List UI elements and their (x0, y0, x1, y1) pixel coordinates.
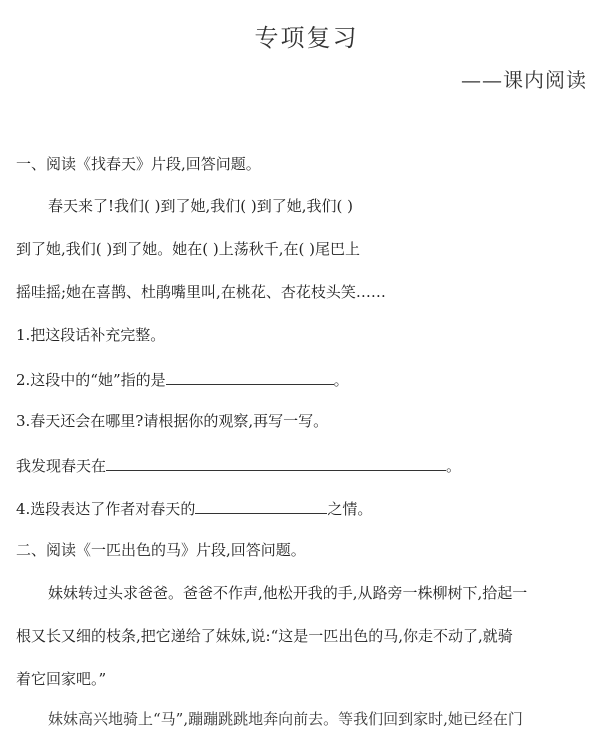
section-1-heading: 一、阅读《找春天》片段,回答问题。 (16, 155, 261, 173)
answer-blank-q3[interactable] (106, 454, 446, 471)
passage-2-line-1: 妹妹转过头求爸爸。爸爸不作声,他松开我的手,从路旁一株柳树下,拾起一 (48, 584, 528, 602)
question-3: 3.春天还会在哪里?请根据你的观察,再写一写。 (16, 412, 329, 430)
passage-2-line-4-partial: 妹妹高兴地骑上“马”,蹦蹦跳跳地奔向前去。等我们回到家时,她已经在门 (48, 710, 523, 728)
answer-blank-q4[interactable] (195, 497, 327, 514)
question-2-text: 2.这段中的“她”指的是 (16, 371, 166, 389)
passage-2-line-2: 根又长又细的枝条,把它递给了妹妹,说:“这是一匹出色的马,你走不动了,就骑 (16, 627, 513, 645)
page-title: 专项复习 (254, 24, 359, 52)
question-2-end: 。 (333, 371, 349, 389)
question-4-end: 之情。 (327, 500, 373, 518)
section-2-heading: 二、阅读《一匹出色的马》片段,回答问题。 (16, 541, 306, 559)
question-1: 1.把这段话补充完整。 (16, 326, 166, 344)
page-subtitle: ——课内阅读 (461, 68, 587, 92)
question-3-answer-end: 。 (446, 457, 462, 475)
answer-blank-q2[interactable] (166, 368, 334, 385)
question-4 (16, 497, 372, 519)
question-2 (16, 368, 349, 390)
passage-1-line-1: 春天来了!我们( )到了她,我们( )到了她,我们( ) (48, 197, 353, 215)
question-3-answer (16, 454, 461, 476)
question-3-answer-text: 我发现春天在 (16, 457, 107, 475)
question-4-text: 4.选段表达了作者对春天的 (16, 500, 196, 518)
passage-2-line-3: 着它回家吧。” (16, 670, 107, 688)
passage-1-line-3: 摇哇摇;她在喜鹊、杜鹃嘴里叫,在桃花、杏花枝头笑…… (16, 283, 386, 301)
passage-1-line-2: 到了她,我们( )到了她。她在( )上荡秋千,在( )尾巴上 (16, 240, 360, 258)
